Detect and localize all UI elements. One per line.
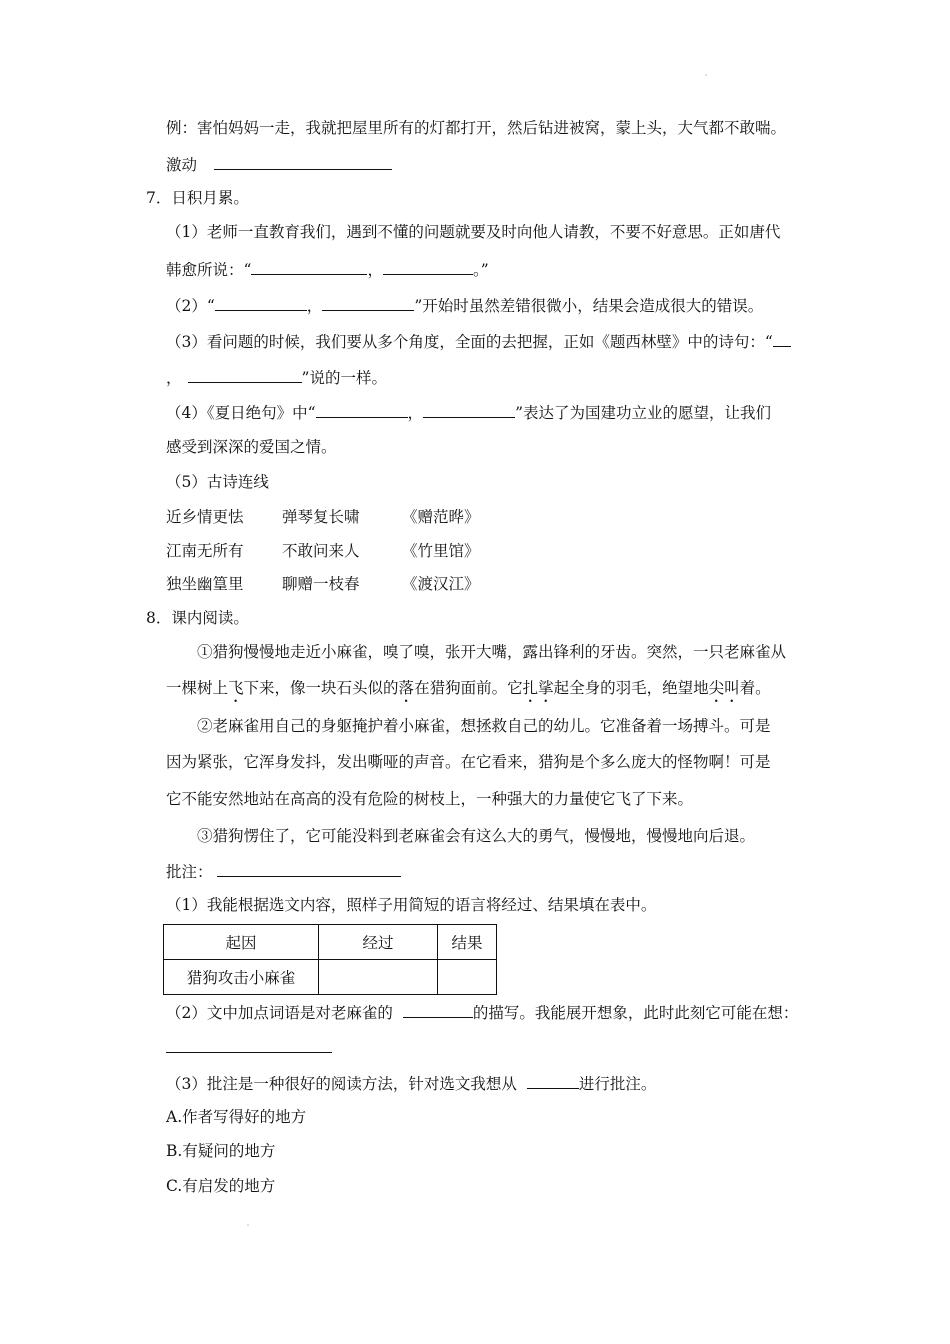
q7-part4-text: ”表达了为国建功立业的愿望，让我们 — [515, 404, 771, 422]
q7-part2-text: ”开始时虽然差错很微小，结果会造成很大的错误。 — [414, 297, 764, 315]
answer-blank[interactable] — [423, 401, 515, 418]
poem-line-middle[interactable]: 聊赠一枝春 — [282, 575, 360, 593]
q8-sub2-answer — [166, 1036, 332, 1058]
table-header: 经过 — [319, 925, 438, 960]
q8-sub3 — [166, 1072, 656, 1094]
table-header-row — [164, 925, 497, 960]
q7-part3-line2 — [166, 366, 387, 388]
passage-text: 下来，像一块石头似的 — [243, 679, 399, 697]
poem-line-left[interactable]: 独坐幽篁里 — [166, 575, 244, 593]
q7-part4-label: （4）《夏日绝句》中“ — [166, 404, 316, 422]
option-a[interactable]: A.作者写得好的地方 — [166, 1108, 307, 1126]
scan-mark: ˙ — [246, 1224, 250, 1233]
answer-blank[interactable] — [773, 330, 791, 347]
poem-line-middle[interactable]: 不敢问来人 — [282, 542, 360, 560]
option-c[interactable]: C.有启发的地方 — [166, 1177, 276, 1195]
answer-blank[interactable] — [215, 294, 307, 311]
q7-part4-line1 — [166, 401, 771, 423]
q8-sub1: （1）我能根据选文内容，照样子用简短的语言将经过、结果填在表中。 — [166, 896, 657, 914]
example-sentence: 例：害怕妈妈一走，我就把屋里所有的灯都打开，然后钻进被窝，蒙上头，大气都不敢喘。 — [166, 119, 787, 137]
dotted-word: 尖叫 — [708, 679, 740, 697]
question-8-title: 8．课内阅读。 — [146, 609, 249, 627]
passage-para1-line2 — [166, 678, 771, 706]
poem-line-middle[interactable]: 弹琴复长啸 — [282, 508, 360, 526]
q7-part2-label: （2）“ — [166, 297, 215, 315]
passage-text: 着。 — [739, 679, 771, 697]
scan-mark: ˙ — [704, 74, 708, 83]
q7-part3-line1 — [166, 330, 791, 352]
passage-para1-line1: ①猎狗慢慢地走近小麻雀，嗅了嗅，张开大嘴，露出锋利的牙齿。突然，一只老麻雀从 — [197, 643, 787, 661]
q8-sub2 — [166, 1001, 798, 1023]
dotted-word: 扎挲 — [522, 679, 554, 697]
passage-text: 在猎狗面前。它 — [414, 679, 523, 697]
answer-blank[interactable] — [383, 258, 473, 275]
table-header: 起因 — [164, 925, 319, 960]
q7-part1-text: 韩愈所说：“ — [166, 261, 252, 279]
q8-sub3-text: （3）批注是一种很好的阅读方法，针对选文我想从 — [166, 1075, 517, 1093]
dotted-word: 飞 — [228, 679, 244, 697]
table-cell-input[interactable] — [438, 960, 497, 995]
q7-part4-line2: 感受到深深的爱国之情。 — [166, 438, 337, 456]
passage-para2-line1: ②老麻雀用自己的身躯掩护着小麻雀，想拯救自己的幼儿。它准备着一场搏斗。可是 — [197, 717, 771, 735]
table-cell: 猎狗攻击小麻雀 — [164, 960, 319, 995]
passage-text: 起全身的羽毛，绝望地 — [553, 679, 709, 697]
annotation-line — [166, 860, 401, 882]
poem-line-left[interactable]: 江南无所有 — [166, 542, 244, 560]
summary-table — [163, 924, 497, 995]
q7-part2 — [166, 294, 763, 316]
q8-sub3-text: 进行批注。 — [578, 1075, 657, 1093]
question-7-title: 7．日积月累。 — [146, 189, 249, 207]
closing-quote: 。” — [472, 261, 489, 279]
answer-blank[interactable] — [322, 294, 414, 311]
q7-part1-line2 — [166, 258, 489, 280]
poem-title[interactable]: 《赠范晔》 — [402, 508, 480, 526]
q8-sub2-text: 的描写。我能展开想象，此时此刻它可能在想： — [472, 1004, 799, 1022]
answer-blank[interactable] — [403, 1001, 473, 1018]
answer-blank[interactable] — [188, 366, 302, 383]
comma: ， — [306, 297, 323, 315]
poem-title[interactable]: 《渡汉江》 — [402, 575, 480, 593]
annotation-label: 批注： — [166, 863, 213, 881]
passage-para3: ③猎狗愣住了，它可能没料到老麻雀会有这么大的勇气，慢慢地，慢慢地向后退。 — [197, 827, 756, 845]
passage-text: 一棵树上 — [166, 679, 229, 697]
answer-blank[interactable] — [316, 401, 408, 418]
q7-part3-text: （3）看问题的时候，我们要从多个角度，全面的去把握，正如《题西林壁》中的诗句：“ — [166, 333, 773, 351]
dotted-word: 落 — [398, 679, 415, 697]
passage-para2-line2: 因为紧张，它浑身发抖，发出嘶哑的声音。在它看来，猎狗是个多么庞大的怪物啊！可是 — [166, 753, 771, 771]
comma: ， — [407, 404, 424, 422]
comma: ， — [367, 261, 383, 279]
poem-title[interactable]: 《竹里馆》 — [402, 542, 480, 560]
example-prompt: 激动 — [166, 156, 198, 174]
option-b[interactable]: B.有疑问的地方 — [166, 1142, 276, 1160]
q7-part5-title: （5）古诗连线 — [166, 473, 269, 491]
poem-line-left[interactable]: 近乡情更怯 — [166, 508, 244, 526]
answer-blank[interactable] — [527, 1072, 579, 1089]
q7-part3-end: ”说的一样。 — [301, 369, 387, 387]
answer-blank[interactable] — [217, 860, 401, 877]
table-header: 结果 — [438, 925, 497, 960]
table-cell-input[interactable] — [319, 960, 438, 995]
answer-blank[interactable] — [166, 1036, 332, 1053]
answer-blank[interactable] — [214, 153, 392, 170]
q8-sub2-text: （2）文中加点词语是对老麻雀的 — [166, 1004, 393, 1022]
comma: ， — [166, 369, 182, 387]
example-prompt-line — [166, 153, 392, 175]
q7-part1-line1: （1）老师一直教育我们，遇到不懂的问题就要及时向他人请教，不要不好意思。正如唐代 — [166, 223, 781, 241]
answer-blank[interactable] — [251, 258, 367, 275]
table-row — [164, 960, 497, 995]
passage-para2-line3: 它不能安然地站在高高的没有危险的树枝上，一种强大的力量使它飞了下来。 — [166, 790, 694, 808]
